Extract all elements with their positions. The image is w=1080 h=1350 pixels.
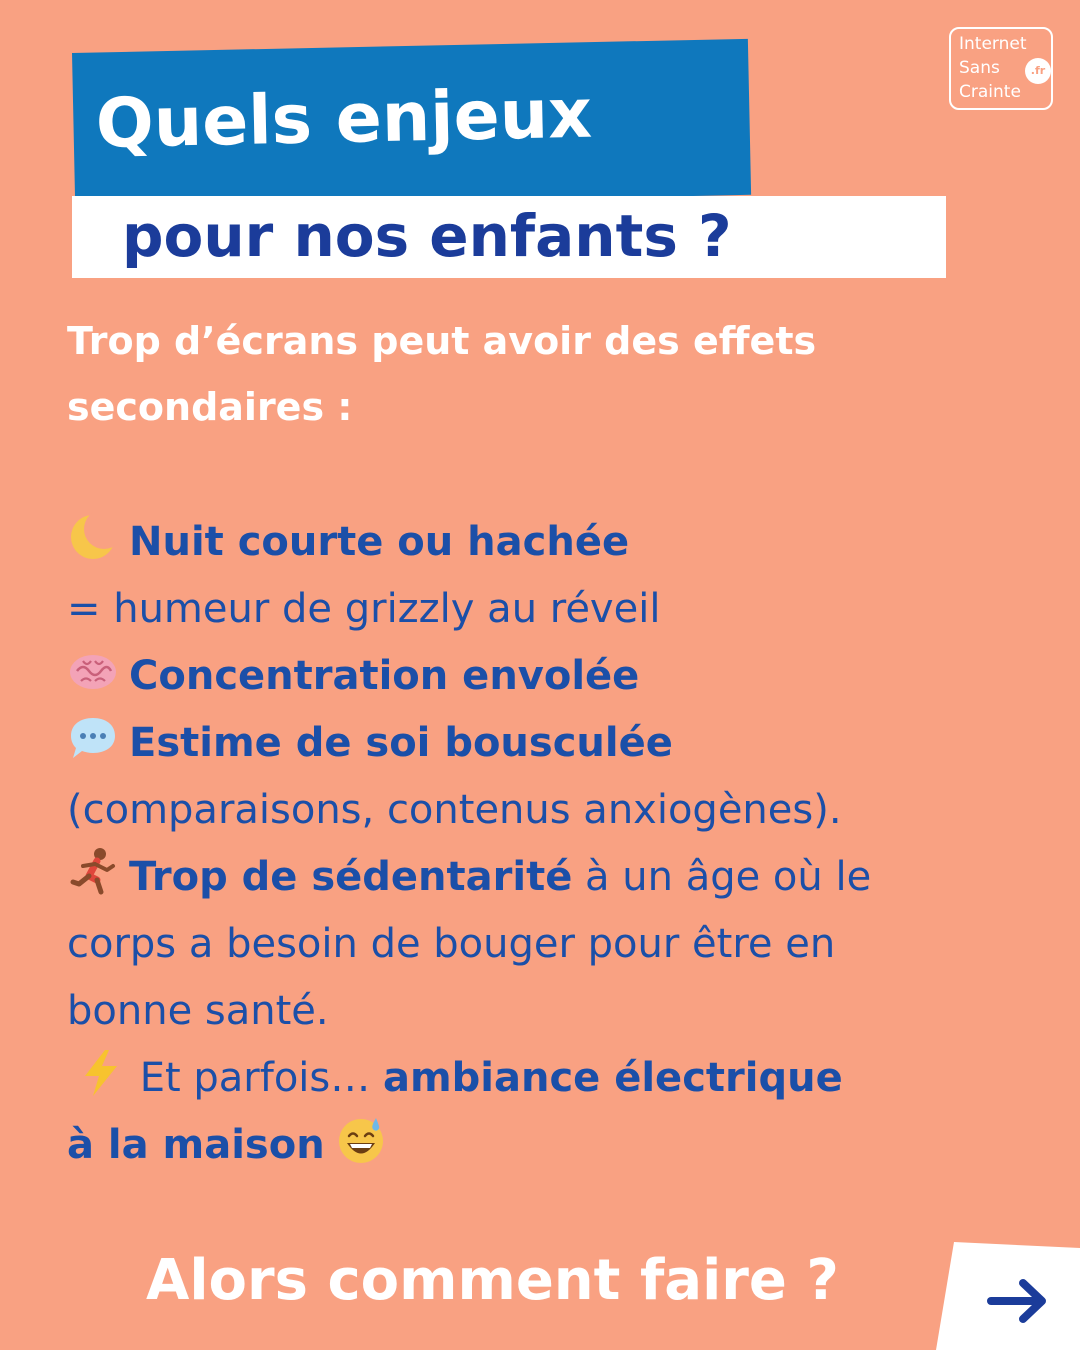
intro-line-1: Trop d’écrans peut avoir des effets bbox=[67, 319, 817, 363]
speech-balloon-icon bbox=[67, 712, 119, 764]
focus-title: Concentration envolée bbox=[129, 653, 640, 699]
sedentary-detail-2: corps a besoin de bouger pour être en bbox=[67, 921, 836, 967]
list-item-sleep bbox=[67, 509, 1067, 576]
list-item-sedentary-detail-3 bbox=[67, 978, 1067, 1045]
lightning-icon bbox=[75, 1047, 127, 1099]
page-title: Quels enjeux bbox=[95, 74, 593, 164]
logo-line-1: Internet bbox=[959, 34, 1027, 54]
list-item-electric bbox=[67, 1045, 1067, 1112]
list-item-focus bbox=[67, 643, 1067, 710]
list-item-electric-2 bbox=[67, 1112, 1067, 1179]
crescent-moon-icon bbox=[67, 511, 119, 563]
esteem-detail: (comparaisons, contenus anxiogènes). bbox=[67, 787, 842, 833]
intro-text bbox=[67, 308, 1027, 440]
logo-suffix: .fr bbox=[1025, 58, 1051, 84]
intro-line-2: secondaires : bbox=[67, 385, 353, 429]
sleep-title: Nuit courte ou hachée bbox=[129, 519, 630, 565]
footer-question: Alors comment faire ? bbox=[146, 1248, 839, 1313]
electric-title-2: à la maison bbox=[67, 1122, 325, 1168]
next-slide-button[interactable] bbox=[934, 1242, 1080, 1350]
sleep-detail: = humeur de grizzly au réveil bbox=[67, 586, 661, 632]
esteem-title: Estime de soi bousculée bbox=[129, 720, 673, 766]
effects-list bbox=[67, 509, 1067, 1179]
logo-line-3: Crainte bbox=[959, 82, 1021, 102]
runner-icon bbox=[67, 846, 119, 898]
sedentary-detail-1: à un âge où le bbox=[572, 854, 872, 900]
list-item-sedentary-detail-2 bbox=[67, 911, 1067, 978]
list-item-sedentary bbox=[67, 844, 1067, 911]
logo-line-2: Sans bbox=[959, 58, 1000, 78]
list-item-esteem-detail bbox=[67, 777, 1067, 844]
brain-icon bbox=[67, 645, 119, 697]
list-item-sleep-detail bbox=[67, 576, 1067, 643]
brand-logo bbox=[949, 27, 1053, 110]
sedentary-detail-3: bonne santé. bbox=[67, 988, 329, 1034]
sedentary-title: Trop de sédentarité bbox=[129, 854, 573, 900]
electric-title-1: ambiance électrique bbox=[382, 1055, 843, 1101]
electric-intro: Et parfois… bbox=[127, 1055, 383, 1101]
list-item-esteem bbox=[67, 710, 1067, 777]
page-subtitle: pour nos enfants ? bbox=[122, 202, 732, 270]
grinning-sweat-icon bbox=[335, 1114, 387, 1166]
